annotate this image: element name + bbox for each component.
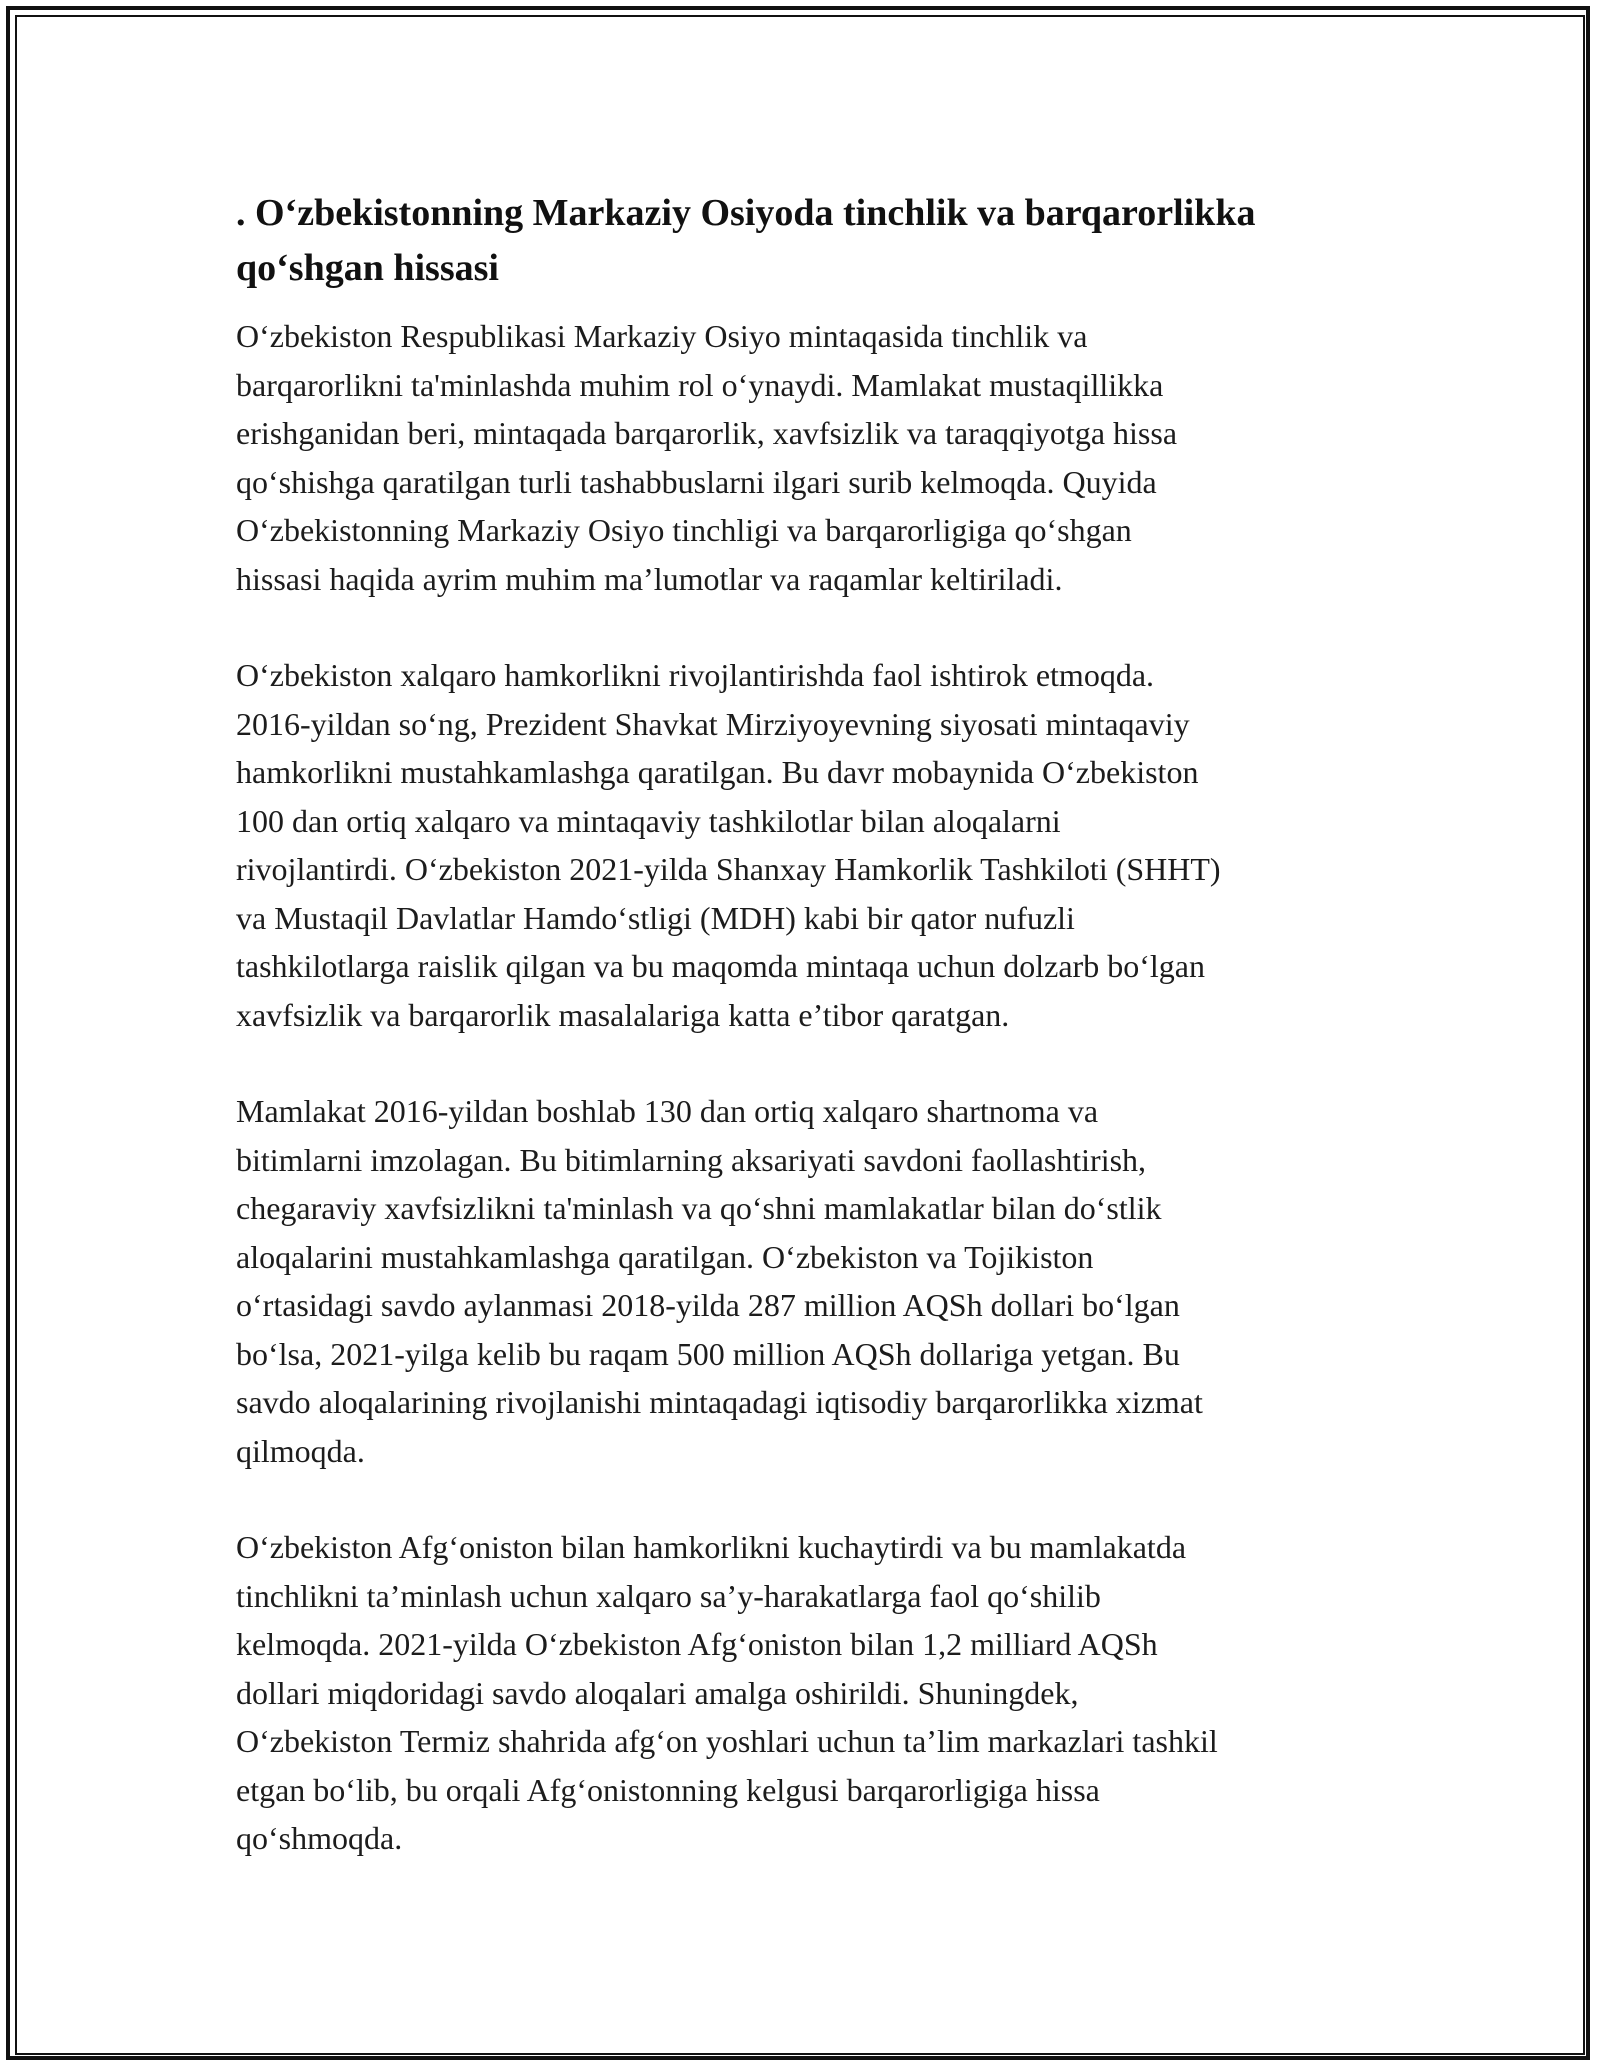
document-body	[236, 186, 1376, 1911]
paragraph-agreements-trade: Mamlakat 2016-yildan boshlab 130 dan ortiq xalqaro shartnoma va bitimlarni imzolagan. Bu bitimlarning aksariyati savdoni faollashtirish, chegaraviy xavfsizlikni ta'minlash va qo‘shni mamlakatlar bilan do‘stlik aloqalarini mustahkamlashga qaratilgan. O‘zbekiston va Tojikiston o‘rtasidagi savdo aylanmasi 2018-yilda 287 million AQSh dollari bo‘lgan bo‘lsa, 2021-yilga kelib bu raqam 500 million AQSh dollariga yetgan. Bu savdo aloqalarining rivojlanishi mintaqadagi iqtisodiy barqarorlikka xizmat qilmoqda.	[236, 1093, 1203, 1469]
paragraph-international-cooperation: O‘zbekiston xalqaro hamkorlikni rivojlantirishda faol ishtirok etmoqda. 2016-yildan so‘ng, Prezident Shavkat Mirziyoyevning siyosati mintaqaviy hamkorlikni mustahkamlashga qaratilgan. Bu davr mobaynida O‘zbekiston 100 dan ortiq xalqaro va mintaqaviy tashkilotlar bilan aloqalarni rivojlantirdi. O‘zbekiston 2021-yilda Shanxay Hamkorlik Tashkiloti (SHHT) va Mustaqil Davlatlar Hamdo‘stligi (MDH) kabi bir qator nufuzli tashkilotlarga raislik qilgan va bu maqomda mintaqa uchun dolzarb bo‘lgan xavfsizlik va barqarorlik masalalariga katta e’tibor qaratgan.	[236, 657, 1221, 1033]
paragraph-intro: O‘zbekiston Respublikasi Markaziy Osiyo mintaqasida tinchlik va barqarorlikni ta'minlashda muhim rol o‘ynaydi. Mamlakat mustaqillikka erishganidan beri, mintaqada barqarorlik, xavfsizlik va taraqqiyotga hissa qo‘shishga qaratilgan turli tashabbuslarni ilgari surib kelmoqda. Quyida O‘zbekistonning Markaziy Osiyo tinchligi va barqarorligiga qo‘shgan hissasi haqida ayrim muhim ma’lumotlar va raqamlar keltiriladi.	[236, 318, 1178, 597]
document-title: . O‘zbekistonning Markaziy Osiyoda tinchlik va barqarorlikka qo‘shgan hissasi	[236, 192, 1256, 289]
paragraph-afghanistan: O‘zbekiston Afg‘oniston bilan hamkorlikni kuchaytirdi va bu mamlakatda tinchlikni ta’minlash uchun xalqaro sa’y-harakatlarga faol qo‘shilib kelmoqda. 2021-yilda O‘zbekiston Afg‘oniston bilan 1,2 milliard AQSh dollari miqdoridagi savdo aloqalari amalga oshirildi. Shuningdek, O‘zbekiston Termiz shahrida afg‘on yoshlari uchun ta’lim markazlari tashkil etgan bo‘lib, bu orqali Afg‘onistonning kelgusi barqarorligiga hissa qo‘shmoqda.	[236, 1529, 1218, 1856]
